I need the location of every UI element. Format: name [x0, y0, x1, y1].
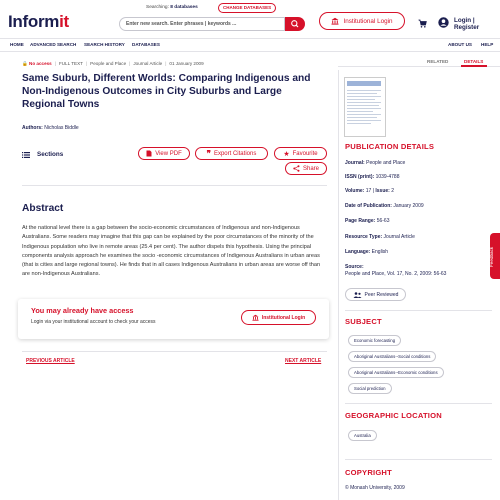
institution-icon [331, 17, 339, 25]
thumbnail-line [347, 117, 377, 118]
subject-tag[interactable]: Aboriginal Australians--Social conditions [348, 351, 436, 362]
pdf-icon [146, 150, 152, 157]
location-tag[interactable]: Australia [348, 430, 377, 441]
nav-search-history[interactable]: SEARCH HISTORY [84, 42, 125, 47]
issn-line: ISSN (print): 1039-4788 [345, 174, 400, 180]
abstract-text: At the national level there is a gap between the socio-economic circumstances of Indigenous and non-Indigenous Australians. Some readers may imagine that this gap can be explained by the poor circumstances of the minority of the Indigenous population who live in remote areas (25.4 per cent). The author dispels this hypothesis. Using the principal components analysis approach he examines the socio -economic circumstances of Indigenous Australians in urban areas (that is cities and large regional towns). He finds that in all cases Indigenous Australians in urban areas are worse off than are non-Indigenous Australians. [22, 225, 321, 278]
share-icon [293, 165, 300, 172]
institution-icon [252, 314, 259, 321]
search-icon [285, 17, 305, 31]
active-tab-indicator [461, 65, 487, 67]
export-citations-button[interactable]: ❞ Export Citations [195, 147, 268, 160]
search-input[interactable]: Enter new search. Enter phrases | keywords ... [119, 17, 285, 31]
author-name[interactable]: Nicholas Biddle [44, 125, 79, 131]
institutional-login-label: Institutional Login [343, 17, 393, 25]
quote-icon: ❞ [206, 148, 211, 158]
login-register-link[interactable]: Login | Register [454, 17, 480, 31]
article-title: Same Suburb, Different Worlds: Comparing Indigenous and Non-Indigenous Outcomes in City Suburbs and Large Regional Towns [22, 73, 311, 110]
thumbnail-line [347, 90, 381, 91]
type-label: Journal Article [133, 61, 163, 66]
access-title: You may already have access [31, 306, 134, 315]
subject-tag[interactable]: Social prediction [348, 383, 392, 394]
star-icon: ★ [283, 150, 290, 158]
subject-tag[interactable]: Economic forecasting [348, 335, 401, 346]
peer-reviewed-badge: Peer Reviewed [345, 288, 406, 301]
divider [345, 459, 492, 460]
cart-icon[interactable] [418, 15, 427, 33]
divider [345, 403, 492, 404]
thumbnail-line [347, 108, 381, 109]
geographic-location-heading: GEOGRAPHIC LOCATION [345, 411, 442, 420]
source-label: People and Place [90, 61, 127, 66]
thumbnail-line [347, 105, 379, 106]
change-databases-button[interactable]: CHANGE DATABASES [218, 3, 276, 13]
view-pdf-button[interactable]: View PDF [138, 147, 190, 160]
share-button[interactable]: Share [285, 162, 327, 175]
copyright-heading: COPYRIGHT [345, 468, 392, 477]
access-subtitle: Login via your institutional account to check your access [31, 319, 156, 325]
list-icon [22, 152, 30, 158]
nav-about-us[interactable]: ABOUT US [448, 42, 472, 47]
thumbnail-line [347, 102, 381, 103]
page-range-line: Page Range: 56-63 [345, 218, 390, 224]
publication-details-heading: PUBLICATION DETAILS [345, 142, 435, 151]
user-icon[interactable] [438, 15, 449, 33]
sections-toggle[interactable]: Sections [22, 151, 63, 158]
date-label: 01 January 2009 [169, 61, 204, 66]
journal-line: Journal: People and Place [345, 160, 406, 166]
nav-help[interactable]: HELP [481, 42, 494, 47]
favourite-button[interactable]: ★ Favourite [274, 147, 327, 160]
thumbnail-line [347, 96, 381, 97]
volume-issue-line: Volume: 17 | Issue: 2 [345, 188, 395, 194]
institutional-login-button[interactable] [319, 12, 405, 30]
previous-article-link[interactable]: PREVIOUS ARTICLE [26, 358, 75, 364]
thumbnail-line [347, 114, 381, 115]
thumbnail-header [347, 81, 381, 86]
thumbnail-line [347, 123, 371, 124]
thumbnail-line [347, 99, 375, 100]
nav-databases[interactable]: DATABASES [132, 42, 160, 47]
subject-tag[interactable]: Aboriginal Australians--Economic conditions [348, 367, 444, 378]
institutional-login-button-box[interactable]: Institutional Login [241, 310, 316, 325]
nav-home[interactable]: HOME [10, 42, 24, 47]
authors-line: Authors: Nicholas Biddle [22, 125, 79, 131]
subject-heading: SUBJECT [345, 317, 382, 326]
fulltext-label: FULL TEXT [58, 61, 83, 66]
article-meta-line: 🔒 No access | FULL TEXT | People and Place | Journal Article | 01 January 2009 [22, 61, 204, 66]
search-button[interactable] [285, 17, 305, 31]
next-article-link[interactable]: NEXT ARTICLE [285, 358, 322, 364]
thumbnail-line [347, 120, 381, 121]
language-line: Language: English [345, 249, 389, 255]
divider [22, 185, 327, 186]
thumbnail-line [347, 111, 373, 112]
source-label: Source: [345, 264, 364, 270]
divider [345, 310, 492, 311]
cover-thumbnail[interactable] [344, 77, 386, 137]
no-access-badge: 🔒 No access [22, 61, 52, 66]
tab-related[interactable]: RELATED [427, 59, 449, 64]
copyright-text: © Monash University, 2009 [345, 485, 405, 491]
tab-details[interactable]: DETAILS [464, 59, 484, 64]
thumbnail-line [347, 93, 377, 94]
resource-type-line: Resource Type: Journal Article [345, 234, 415, 240]
abstract-heading: Abstract [22, 203, 64, 214]
people-icon [353, 292, 362, 298]
informit-logo[interactable]: Informit [8, 12, 69, 31]
searching-databases: Searching: 8 databases [146, 5, 198, 10]
publication-date-line: Date of Publication: January 2009 [345, 203, 424, 209]
nav-advanced-search[interactable]: ADVANCED SEARCH [30, 42, 77, 47]
feedback-label[interactable]: Feedback [489, 246, 494, 268]
divider [22, 351, 327, 352]
source-value: People and Place, Vol. 17, No. 2, 2009: 56-63 [345, 271, 447, 277]
